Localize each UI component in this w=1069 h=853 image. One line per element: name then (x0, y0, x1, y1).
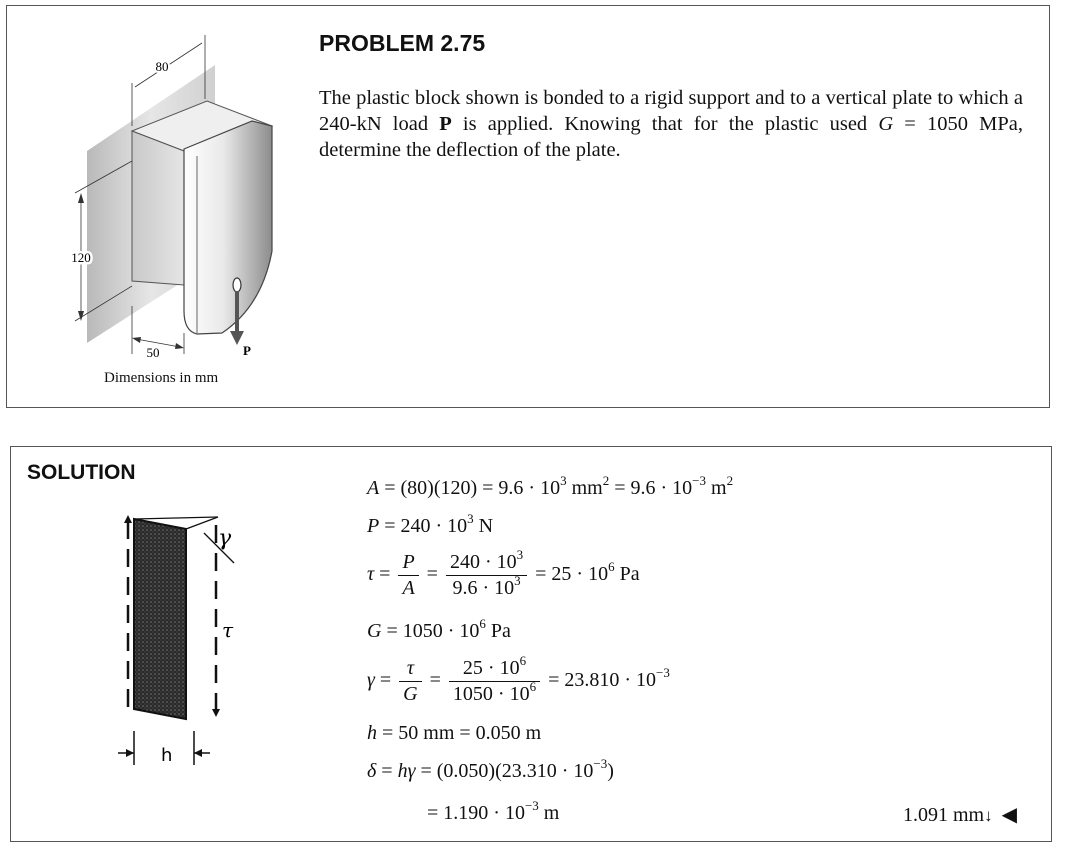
equation-load: $P = 240 \cdot 10^3$ N (367, 511, 494, 537)
block-figure (47, 21, 287, 381)
dimension-80: 80 (155, 59, 169, 74)
equation-thickness: h = 50 mm = 0.050 m (367, 722, 542, 744)
answer-marker-icon: ◀ (1001, 804, 1018, 826)
equation-modulus: $G = 1050 \cdot 10^6$ Pa (367, 616, 511, 642)
figure-caption: Dimensions in mm (104, 370, 219, 386)
sheared-block (134, 519, 186, 719)
problem-statement: The plastic block shown is bonded to a rigid support and to a vertical plate to which a 240-kN load P is applied. Knowing that for the plastic used G = 1050 MPa, determine the deflection of the plate. (319, 87, 1023, 161)
down-arrow-icon: ↓ (984, 806, 993, 825)
h-label: h (161, 745, 173, 766)
gamma-symbol: γ (218, 526, 232, 551)
solution-title: SOLUTION (27, 461, 136, 484)
equation-shear-strain: γ = $\frac{\tau}{G}$ = $\frac{25 \cdot 10^6}{1050 \cdot 10^6}$ = $23.810 \cdot 10^{-3}$ (367, 653, 670, 705)
load-label: P (243, 343, 251, 358)
equation-area: $A = (80)(120) = 9.6 \cdot 10^3$ $mm^2 = 9.6 \cdot 10^{-3}$ $m^2$ (367, 473, 734, 499)
equation-deflection: $\delta = h\gamma = (0.050)(23.310 \cdot 10^{-3})$ (367, 756, 614, 782)
problem-title: PROBLEM 2.75 (319, 30, 486, 56)
tau-symbol: τ (222, 618, 234, 642)
equation-deflection-result: = $1.190 \cdot 10^{-3}$ m (427, 798, 560, 824)
equation-shear-stress: τ = $\frac{P}{A}$ = $\frac{240 \cdot 10^3}{9.6 \cdot 10^3}$ = $25 \cdot 10^6$ Pa (367, 547, 640, 599)
problem-panel (6, 5, 1050, 408)
load-hole (233, 278, 241, 292)
dimension-120: 120 (71, 250, 91, 265)
final-answer: 1.091 mm↓ ◀ (903, 804, 1018, 826)
solution-panel (10, 446, 1052, 842)
dimension-50: 50 (146, 345, 160, 360)
shear-sketch (106, 505, 246, 785)
